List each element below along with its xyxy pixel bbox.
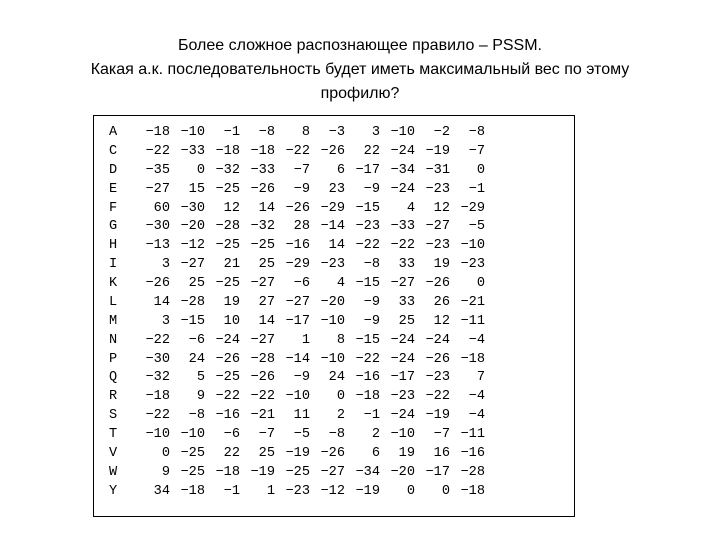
amino-acid-label: T xyxy=(109,427,118,442)
matrix-cell: −28 xyxy=(180,294,205,310)
matrix-cell: −35 xyxy=(145,162,170,178)
matrix-cell: −22 xyxy=(145,143,170,159)
matrix-cell: −32 xyxy=(215,162,240,178)
matrix-cell: −26 xyxy=(250,370,275,386)
matrix-cell: −2 xyxy=(433,125,450,140)
matrix-cell: −33 xyxy=(390,219,415,235)
matrix-cell: −27 xyxy=(250,276,275,291)
matrix-cell: −4 xyxy=(468,389,485,405)
matrix-cell: −26 xyxy=(215,351,240,367)
matrix-cell: −20 xyxy=(390,464,415,480)
matrix-cell: −25 xyxy=(215,370,240,386)
matrix-cell: −19 xyxy=(285,445,310,461)
matrix-cell: −10 xyxy=(320,351,345,367)
matrix-cell: −32 xyxy=(250,219,275,235)
matrix-cell: 12 xyxy=(223,200,240,216)
matrix-cell: −9 xyxy=(293,370,310,386)
matrix-cell: 60 xyxy=(153,200,170,216)
matrix-cell: −1 xyxy=(223,483,240,499)
matrix-cell: −12 xyxy=(180,238,205,254)
matrix-cell: −16 xyxy=(215,408,240,424)
matrix-cell: −22 xyxy=(355,238,380,254)
amino-acid-label: D xyxy=(109,162,118,178)
matrix-cell: −14 xyxy=(320,219,345,235)
matrix-cell: 1 xyxy=(266,483,275,499)
matrix-cell: −22 xyxy=(390,238,415,254)
matrix-cell: −22 xyxy=(145,408,170,424)
matrix-cell: 14 xyxy=(328,238,345,254)
matrix-cell: −25 xyxy=(250,238,275,254)
matrix-cell: −11 xyxy=(460,427,485,442)
matrix-cell: −17 xyxy=(355,162,380,178)
matrix-cell: −16 xyxy=(355,370,380,386)
matrix-cell: −18 xyxy=(250,143,275,159)
title-line-1: Более сложное распознающее правило – PSSM. xyxy=(177,37,542,54)
matrix-cell: −23 xyxy=(320,257,345,273)
matrix-cell: 8 xyxy=(301,125,310,140)
matrix-cell: −17 xyxy=(425,464,450,480)
matrix-cell: 34 xyxy=(153,483,170,499)
title-line-2: Какая а.к. последовательность будет иметь максимальный вес по этому xyxy=(90,61,630,78)
matrix-cell: −26 xyxy=(145,276,170,291)
matrix-cell: 0 xyxy=(196,162,205,178)
matrix-cell: −13 xyxy=(145,238,170,254)
matrix-cell: −20 xyxy=(320,294,345,310)
matrix-cell: −8 xyxy=(328,427,345,442)
matrix-cell: −27 xyxy=(425,219,450,235)
amino-acid-label: Y xyxy=(109,483,118,499)
matrix-cell: 11 xyxy=(293,408,310,424)
matrix-cell: 14 xyxy=(258,313,275,329)
matrix-cell: −18 xyxy=(460,351,485,367)
matrix-cell: −19 xyxy=(425,408,450,424)
matrix-cell: 16 xyxy=(433,445,450,461)
matrix-cell: −24 xyxy=(390,181,415,197)
matrix-cell: −23 xyxy=(425,181,450,197)
matrix-cell: −24 xyxy=(390,351,415,367)
matrix-row-g xyxy=(109,218,485,237)
matrix-row-l xyxy=(109,294,485,313)
matrix-cell: 25 xyxy=(188,276,205,291)
matrix-cell: −18 xyxy=(460,483,485,499)
matrix-cell: −20 xyxy=(180,219,205,235)
matrix-cell: −24 xyxy=(390,143,415,159)
matrix-cell: 22 xyxy=(363,143,380,159)
matrix-cell: −23 xyxy=(425,238,450,254)
matrix-row-h xyxy=(109,237,485,256)
matrix-cell: 3 xyxy=(161,313,170,329)
matrix-cell: −26 xyxy=(250,181,275,197)
matrix-row-q xyxy=(109,369,485,388)
matrix-cell: −7 xyxy=(293,162,310,178)
matrix-cell: −18 xyxy=(215,143,240,159)
matrix-cell: −18 xyxy=(180,483,205,499)
matrix-cell: −30 xyxy=(145,219,170,235)
amino-acid-label: I xyxy=(109,257,118,273)
matrix-cell: −19 xyxy=(425,143,450,159)
matrix-cell: −31 xyxy=(425,162,450,178)
matrix-row-i xyxy=(109,256,485,275)
matrix-cell: −8 xyxy=(188,408,205,424)
matrix-cell: −1 xyxy=(363,408,380,424)
matrix-cell: −10 xyxy=(390,125,415,140)
matrix-cell: −27 xyxy=(145,181,170,197)
title-line-3: профилю? xyxy=(320,85,400,102)
matrix-cell: −10 xyxy=(320,313,345,329)
matrix-cell: 12 xyxy=(433,313,450,329)
matrix-cell: −6 xyxy=(188,332,205,348)
matrix-cell: −1 xyxy=(468,181,485,197)
matrix-cell: 1 xyxy=(301,332,310,348)
matrix-cell: 6 xyxy=(371,445,380,461)
matrix-cell: −22 xyxy=(425,389,450,405)
matrix-cell: −5 xyxy=(293,427,310,442)
matrix-cell: −24 xyxy=(390,332,415,348)
matrix-cell: 0 xyxy=(476,276,485,291)
matrix-cell: −26 xyxy=(320,445,345,461)
matrix-cell: −19 xyxy=(355,483,380,499)
matrix-row-r xyxy=(109,388,485,407)
matrix-cell: 24 xyxy=(328,370,345,386)
amino-acid-label: E xyxy=(109,181,118,197)
amino-acid-label: N xyxy=(109,332,118,348)
matrix-cell: −15 xyxy=(355,276,380,291)
matrix-row-w xyxy=(109,464,485,483)
matrix-cell: −18 xyxy=(145,125,170,140)
matrix-row-v xyxy=(109,445,485,464)
matrix-cell: 28 xyxy=(293,219,310,235)
matrix-cell: −5 xyxy=(468,219,485,235)
matrix-cell: −22 xyxy=(355,351,380,367)
matrix-cell: 22 xyxy=(223,445,240,461)
amino-acid-label: L xyxy=(109,294,118,310)
matrix-cell: 24 xyxy=(188,351,205,367)
matrix-cell: 26 xyxy=(433,294,450,310)
matrix-cell: 2 xyxy=(336,408,345,424)
matrix-cell: −33 xyxy=(180,143,205,159)
matrix-cell: −28 xyxy=(460,464,485,480)
amino-acid-label: A xyxy=(109,125,118,140)
matrix-cell: −29 xyxy=(285,257,310,273)
matrix-cell: 0 xyxy=(336,389,345,405)
matrix-cell: −25 xyxy=(215,238,240,254)
matrix-row-c xyxy=(109,143,485,162)
matrix-row-m xyxy=(109,313,485,332)
matrix-cell: 2 xyxy=(371,427,380,442)
matrix-cell: 0 xyxy=(476,162,485,178)
matrix-cell: 6 xyxy=(336,162,345,178)
matrix-cell: −18 xyxy=(355,389,380,405)
matrix-row-y xyxy=(109,483,485,502)
matrix-cell: −18 xyxy=(145,389,170,405)
matrix-cell: 10 xyxy=(223,313,240,329)
matrix-cell: −6 xyxy=(223,427,240,442)
matrix-cell: −22 xyxy=(215,389,240,405)
matrix-cell: −25 xyxy=(215,181,240,197)
matrix-cell: 27 xyxy=(258,294,275,310)
matrix-cell: 7 xyxy=(476,370,485,386)
matrix-cell: −29 xyxy=(460,200,485,216)
matrix-cell: −15 xyxy=(355,332,380,348)
matrix-cell: −10 xyxy=(180,125,205,140)
matrix-cell: 14 xyxy=(153,294,170,310)
amino-acid-label: K xyxy=(109,276,118,291)
matrix-cell: −7 xyxy=(433,427,450,442)
matrix-row-d xyxy=(109,162,485,181)
matrix-cell: 5 xyxy=(196,370,205,386)
matrix-cell: −17 xyxy=(390,370,415,386)
matrix-cell: 4 xyxy=(336,276,345,291)
matrix-row-e xyxy=(109,181,485,200)
matrix-cell: 19 xyxy=(433,257,450,273)
matrix-cell: −27 xyxy=(250,332,275,348)
pssm-matrix-frame xyxy=(93,115,575,517)
matrix-cell: −23 xyxy=(390,389,415,405)
matrix-cell: −10 xyxy=(285,389,310,405)
matrix-cell: −21 xyxy=(460,294,485,310)
matrix-cell: 4 xyxy=(406,200,415,216)
amino-acid-label: R xyxy=(109,389,118,405)
amino-acid-label: W xyxy=(109,464,118,480)
amino-acid-label: P xyxy=(109,351,118,367)
matrix-cell: 25 xyxy=(398,313,415,329)
matrix-cell: −10 xyxy=(180,427,205,442)
matrix-cell: −17 xyxy=(285,313,310,329)
matrix-cell: 3 xyxy=(161,257,170,273)
matrix-cell: −19 xyxy=(250,464,275,480)
matrix-cell: −7 xyxy=(258,427,275,442)
matrix-row-s xyxy=(109,407,485,426)
matrix-cell: 9 xyxy=(196,389,205,405)
matrix-cell: 0 xyxy=(161,445,170,461)
matrix-cell: −16 xyxy=(460,445,485,461)
matrix-cell: −32 xyxy=(145,370,170,386)
matrix-cell: −25 xyxy=(180,464,205,480)
matrix-cell: −24 xyxy=(425,332,450,348)
matrix-cell: −18 xyxy=(215,464,240,480)
matrix-cell: −15 xyxy=(355,200,380,216)
matrix-cell: −7 xyxy=(468,143,485,159)
matrix-cell: −30 xyxy=(145,351,170,367)
matrix-cell: −24 xyxy=(390,408,415,424)
matrix-cell: −9 xyxy=(363,294,380,310)
matrix-cell: −28 xyxy=(215,219,240,235)
matrix-cell: 14 xyxy=(258,200,275,216)
matrix-cell: 21 xyxy=(223,257,240,273)
matrix-cell: −21 xyxy=(250,408,275,424)
pssm-matrix-table xyxy=(109,124,485,502)
matrix-cell: −27 xyxy=(320,464,345,480)
matrix-cell: −34 xyxy=(390,162,415,178)
matrix-cell: −23 xyxy=(285,483,310,499)
matrix-cell: −34 xyxy=(355,464,380,480)
matrix-cell: −26 xyxy=(320,143,345,159)
matrix-cell: −9 xyxy=(293,181,310,197)
matrix-cell: −16 xyxy=(285,238,310,254)
matrix-cell: −27 xyxy=(180,257,205,273)
amino-acid-label: V xyxy=(109,445,118,461)
matrix-cell: 12 xyxy=(433,200,450,216)
matrix-cell: 33 xyxy=(398,257,415,273)
amino-acid-label: Q xyxy=(109,370,118,386)
matrix-row-f xyxy=(109,200,485,219)
matrix-cell: 0 xyxy=(406,483,415,499)
matrix-cell: −14 xyxy=(285,351,310,367)
matrix-cell: 19 xyxy=(398,445,415,461)
matrix-cell: −8 xyxy=(468,125,485,140)
matrix-cell: −10 xyxy=(145,427,170,442)
pssm-matrix-body xyxy=(109,124,485,502)
matrix-cell: −10 xyxy=(390,427,415,442)
matrix-cell: −23 xyxy=(460,257,485,273)
amino-acid-label: G xyxy=(109,219,118,235)
matrix-cell: −33 xyxy=(250,162,275,178)
matrix-cell: −30 xyxy=(180,200,205,216)
matrix-cell: −27 xyxy=(390,276,415,291)
matrix-cell: −22 xyxy=(250,389,275,405)
matrix-cell: −29 xyxy=(320,200,345,216)
matrix-cell: 33 xyxy=(398,294,415,310)
matrix-cell: 9 xyxy=(161,464,170,480)
matrix-cell: −4 xyxy=(468,408,485,424)
matrix-cell: −9 xyxy=(363,313,380,329)
matrix-cell: 19 xyxy=(223,294,240,310)
matrix-cell: 0 xyxy=(441,483,450,499)
amino-acid-label: H xyxy=(109,238,118,254)
matrix-cell: −15 xyxy=(180,313,205,329)
matrix-cell: −23 xyxy=(355,219,380,235)
matrix-cell: 3 xyxy=(371,125,380,140)
matrix-cell: −28 xyxy=(250,351,275,367)
matrix-cell: −3 xyxy=(328,125,345,140)
matrix-cell: −4 xyxy=(468,332,485,348)
matrix-cell: −12 xyxy=(320,483,345,499)
amino-acid-label: C xyxy=(109,143,118,159)
matrix-cell: −24 xyxy=(215,332,240,348)
slide-title xyxy=(0,34,720,106)
matrix-cell: −8 xyxy=(363,257,380,273)
matrix-cell: −9 xyxy=(363,181,380,197)
matrix-row-n xyxy=(109,332,485,351)
matrix-cell: −26 xyxy=(285,200,310,216)
matrix-row-a xyxy=(109,124,485,143)
matrix-cell: 8 xyxy=(336,332,345,348)
amino-acid-label: M xyxy=(109,313,118,329)
amino-acid-label: F xyxy=(109,200,118,216)
matrix-cell: −26 xyxy=(425,276,450,291)
matrix-row-p xyxy=(109,351,485,370)
matrix-cell: −22 xyxy=(145,332,170,348)
matrix-cell: −22 xyxy=(285,143,310,159)
matrix-cell: −25 xyxy=(285,464,310,480)
matrix-cell: −25 xyxy=(215,276,240,291)
matrix-cell: −8 xyxy=(258,125,275,140)
matrix-cell: −26 xyxy=(425,351,450,367)
matrix-cell: 25 xyxy=(258,257,275,273)
amino-acid-label: S xyxy=(109,408,118,424)
matrix-cell: −23 xyxy=(425,370,450,386)
matrix-cell: 25 xyxy=(258,445,275,461)
matrix-row-k xyxy=(109,275,485,294)
matrix-cell: −11 xyxy=(460,313,485,329)
matrix-row-t xyxy=(109,426,485,445)
matrix-cell: −10 xyxy=(460,238,485,254)
matrix-cell: −6 xyxy=(293,276,310,291)
matrix-cell: −27 xyxy=(285,294,310,310)
matrix-cell: 15 xyxy=(188,181,205,197)
matrix-cell: −25 xyxy=(180,445,205,461)
matrix-cell: 23 xyxy=(328,181,345,197)
matrix-cell: −1 xyxy=(223,125,240,140)
